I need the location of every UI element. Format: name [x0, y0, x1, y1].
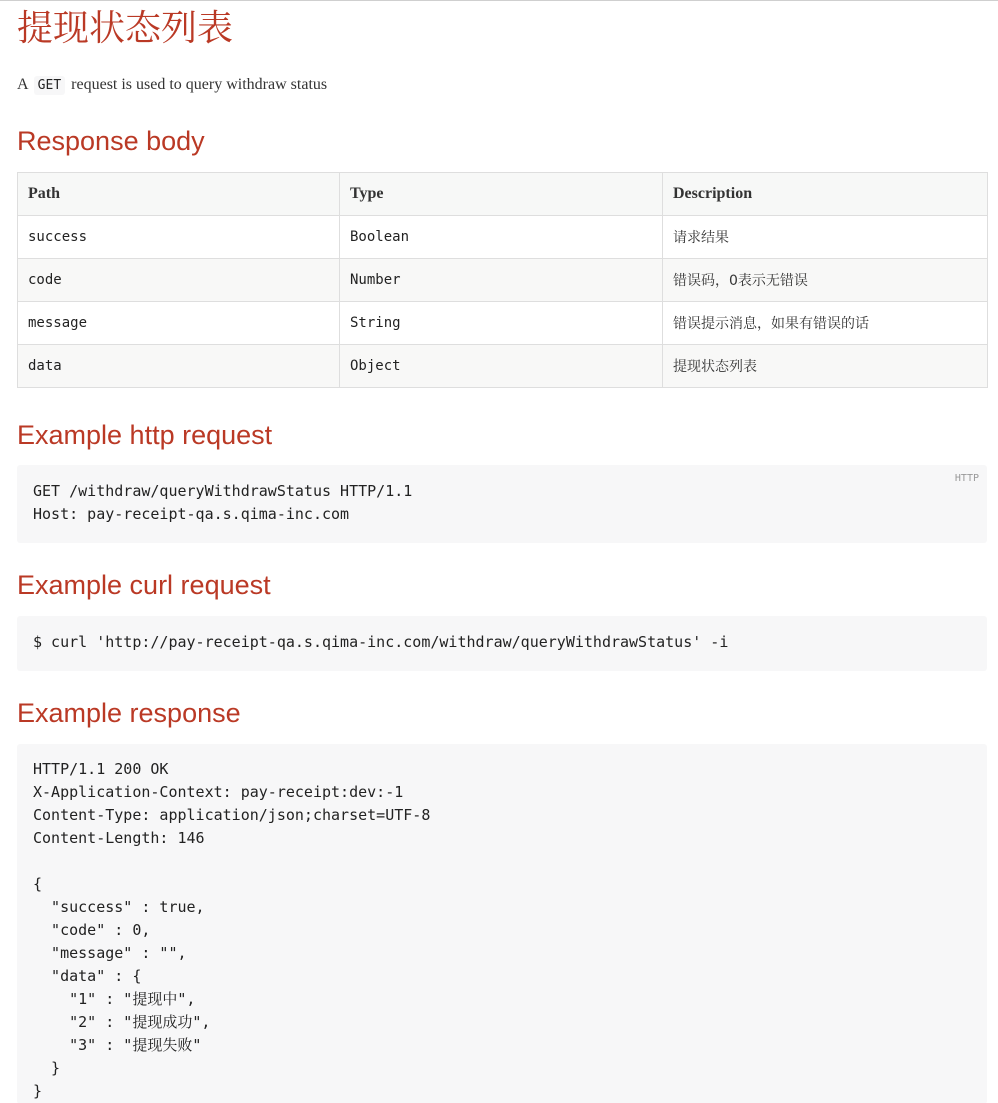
- table-row: [18, 216, 988, 259]
- table-row: [18, 302, 988, 345]
- response-heading: Example response: [17, 698, 241, 728]
- intro-method-code: GET: [34, 76, 65, 95]
- response-code-block: [17, 744, 987, 1103]
- table-row: [18, 259, 988, 302]
- response-body-table: [17, 172, 988, 388]
- cell-description: 请求结果: [663, 216, 988, 259]
- curl-request-code: $ curl 'http://pay-receipt-qa.s.qima-inc.com/withdraw/queryWithdrawStatus' -i: [33, 633, 729, 651]
- cell-path: data: [18, 345, 340, 388]
- http-request-heading: Example http request: [17, 420, 273, 450]
- cell-type: Boolean: [340, 216, 663, 259]
- code-language-label: HTTP: [954, 473, 979, 484]
- cell-type: Number: [340, 259, 663, 302]
- curl-request-code-block: [17, 616, 987, 671]
- cell-description: 提现状态列表: [663, 345, 988, 388]
- cell-path: success: [18, 216, 340, 259]
- table-row: [18, 345, 988, 388]
- table-header-row: [18, 173, 988, 216]
- column-header-type: Type: [340, 173, 663, 216]
- cell-path: message: [18, 302, 340, 345]
- cell-path: code: [18, 259, 340, 302]
- intro-suffix: request is used to query withdraw status: [71, 76, 328, 93]
- curl-request-heading: Example curl request: [17, 570, 271, 600]
- intro-prefix: A: [17, 76, 28, 93]
- intro-text: [17, 73, 327, 98]
- column-header-path: Path: [18, 173, 340, 216]
- page-title: 提现状态列表: [17, 8, 234, 49]
- cell-description: 错误提示消息，如果有错误的话: [663, 302, 988, 345]
- response-body-heading: Response body: [17, 126, 205, 156]
- cell-description: 错误码，0表示无错误: [663, 259, 988, 302]
- cell-type: Object: [340, 345, 663, 388]
- http-request-code-block: [17, 465, 987, 543]
- response-code: HTTP/1.1 200 OK X-Application-Context: pay-receipt:dev:-1 Content-Type: application/json;charset=UTF-8 Content-Length: 146 { "success" : true, "code" : 0, "message" : "", "data" : { "1" : "提现中", "2" : "提现成功", "3" : "提现失败" } }: [33, 760, 431, 1100]
- column-header-description: Description: [663, 173, 988, 216]
- http-request-code: GET /withdraw/queryWithdrawStatus HTTP/1.1 Host: pay-receipt-qa.s.qima-inc.com: [33, 482, 413, 523]
- cell-type: String: [340, 302, 663, 345]
